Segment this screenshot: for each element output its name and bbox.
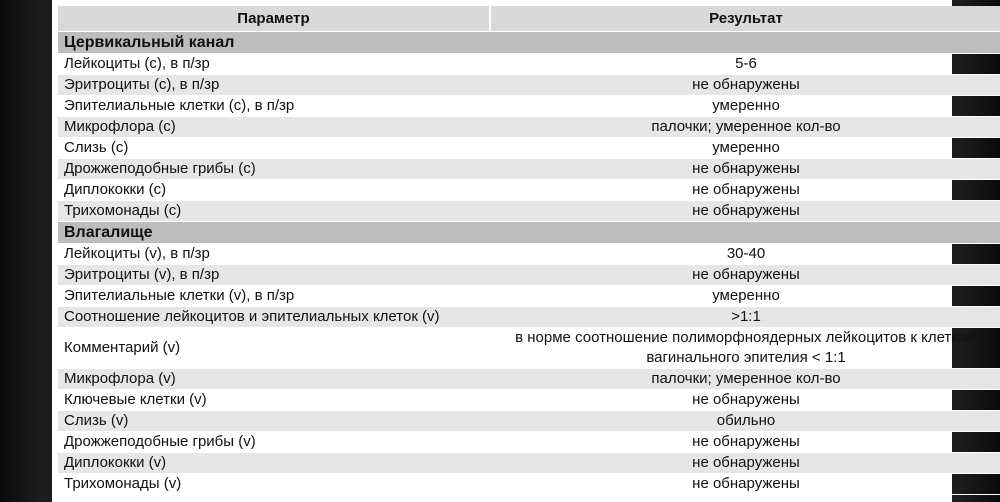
table-row <box>58 307 1000 328</box>
table-row <box>58 265 1000 286</box>
parameter-cell: Комментарий (v) <box>58 328 490 369</box>
table-row <box>58 369 1000 390</box>
result-cell: не обнаружены <box>490 75 1000 96</box>
parameter-cell: Лейкоциты (v), в п/зр <box>58 244 490 265</box>
report-page <box>52 0 977 502</box>
parameter-cell: Эпителиальные клетки (c), в п/зр <box>58 96 490 117</box>
parameter-cell: Трихомонады (c) <box>58 201 490 222</box>
result-cell: не обнаружены <box>490 159 1000 180</box>
parameter-cell: Микрофлора (v) <box>58 369 490 390</box>
result-cell: не обнаружены <box>490 390 1000 411</box>
table-row <box>58 411 1000 432</box>
table-row <box>58 138 1000 159</box>
parameter-cell: Лейкоциты (c), в п/зр <box>58 54 490 75</box>
result-cell: не обнаружены <box>490 265 1000 286</box>
result-cell: 5-6 <box>490 54 1000 75</box>
table-row <box>58 180 1000 201</box>
parameter-cell: Трихомонады (v) <box>58 474 490 495</box>
parameter-cell: Эритроциты (v), в п/зр <box>58 265 490 286</box>
parameter-cell: Дрожжеподобные грибы (c) <box>58 159 490 180</box>
parameter-cell: Эпителиальные клетки (v), в п/зр <box>58 286 490 307</box>
table-row <box>58 453 1000 474</box>
section-header-row <box>58 222 1000 244</box>
result-cell: палочки; умеренное кол-во <box>490 369 1000 390</box>
result-cell: палочки; умеренное кол-во <box>490 117 1000 138</box>
header-parameter: Параметр <box>58 6 490 32</box>
parameter-cell: Эритроциты (c), в п/зр <box>58 75 490 96</box>
result-cell: в норме соотношение полиморфноядерных лейкоцитов к клеткам вагинального эпителия < 1:1 <box>490 328 1000 369</box>
parameter-cell: Диплококки (c) <box>58 180 490 201</box>
result-cell: умеренно <box>490 138 1000 159</box>
result-cell: умеренно <box>490 96 1000 117</box>
result-cell: не обнаружены <box>490 453 1000 474</box>
parameter-cell: Соотношение лейкоцитов и эпителиальных клеток (v) <box>58 307 490 328</box>
result-cell: не обнаружены <box>490 180 1000 201</box>
parameter-cell: Слизь (c) <box>58 138 490 159</box>
table-row <box>58 54 1000 75</box>
parameter-cell: Микрофлора (c) <box>58 117 490 138</box>
parameter-cell: Диплококки (v) <box>58 453 490 474</box>
section-title: Цервикальный канал <box>58 32 1000 54</box>
table-row <box>58 159 1000 180</box>
table-header-row <box>58 6 1000 32</box>
result-cell: 30-40 <box>490 244 1000 265</box>
section-header-row <box>58 32 1000 54</box>
result-cell: умеренно <box>490 286 1000 307</box>
table-row <box>58 328 1000 369</box>
result-cell: не обнаружены <box>490 201 1000 222</box>
table-row <box>58 75 1000 96</box>
parameter-cell: Ключевые клетки (v) <box>58 390 490 411</box>
table-row <box>58 390 1000 411</box>
result-cell: >1:1 <box>490 307 1000 328</box>
table-row <box>58 244 1000 265</box>
parameter-cell: Дрожжеподобные грибы (v) <box>58 432 490 453</box>
table-body <box>58 32 1000 495</box>
table-row <box>58 96 1000 117</box>
table-row <box>58 432 1000 453</box>
table-row <box>58 117 1000 138</box>
header-result: Результат <box>490 6 1000 32</box>
result-cell: не обнаружены <box>490 432 1000 453</box>
results-table <box>58 6 1000 495</box>
result-cell: обильно <box>490 411 1000 432</box>
table-row <box>58 286 1000 307</box>
section-title: Влагалище <box>58 222 1000 244</box>
result-cell: не обнаружены <box>490 474 1000 495</box>
table-row <box>58 201 1000 222</box>
table-row <box>58 474 1000 495</box>
parameter-cell: Слизь (v) <box>58 411 490 432</box>
